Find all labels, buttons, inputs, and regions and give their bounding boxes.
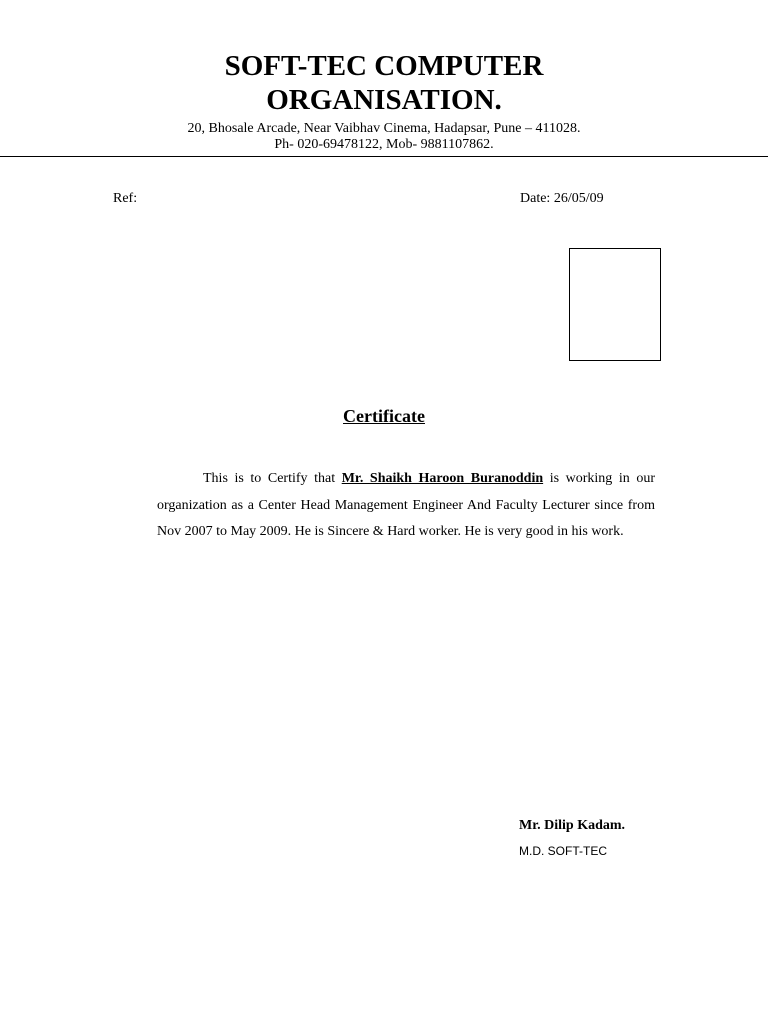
certified-person-name: Mr. Shaikh Haroon Buranoddin: [341, 471, 544, 486]
certificate-intro: This is to Certify that: [203, 471, 342, 486]
organisation-name-line1: SOFT-TEC COMPUTER: [224, 50, 544, 82]
header-divider: [0, 156, 768, 157]
organisation-address: 20, Bhosale Arcade, Near Vaibhav Cinema, Hadapsar, Pune – 411028.: [187, 121, 581, 136]
certificate-body-text: is working in our organization as a Center Head Management Engineer And Faculty Lecturer since from Nov 2007 to May 2009. He is Sincere & Hard worker. He is very good in his work.: [157, 471, 656, 539]
organisation-name-line2: ORGANISATION.: [266, 84, 502, 116]
signatory-designation: M.D. SOFT-TEC: [519, 844, 607, 858]
photo-placeholder-box: [569, 248, 661, 361]
issue-date: Date: 26/05/09: [520, 191, 604, 206]
certificate-body: [157, 466, 655, 546]
certificate-title: [0, 405, 768, 427]
certificate-title-text: Certificate: [343, 406, 425, 426]
signatory-name: Mr. Dilip Kadam.: [519, 818, 626, 833]
organisation-phone: Ph- 020-69478122, Mob- 9881107862.: [274, 137, 494, 152]
reference-label: Ref:: [113, 191, 138, 206]
